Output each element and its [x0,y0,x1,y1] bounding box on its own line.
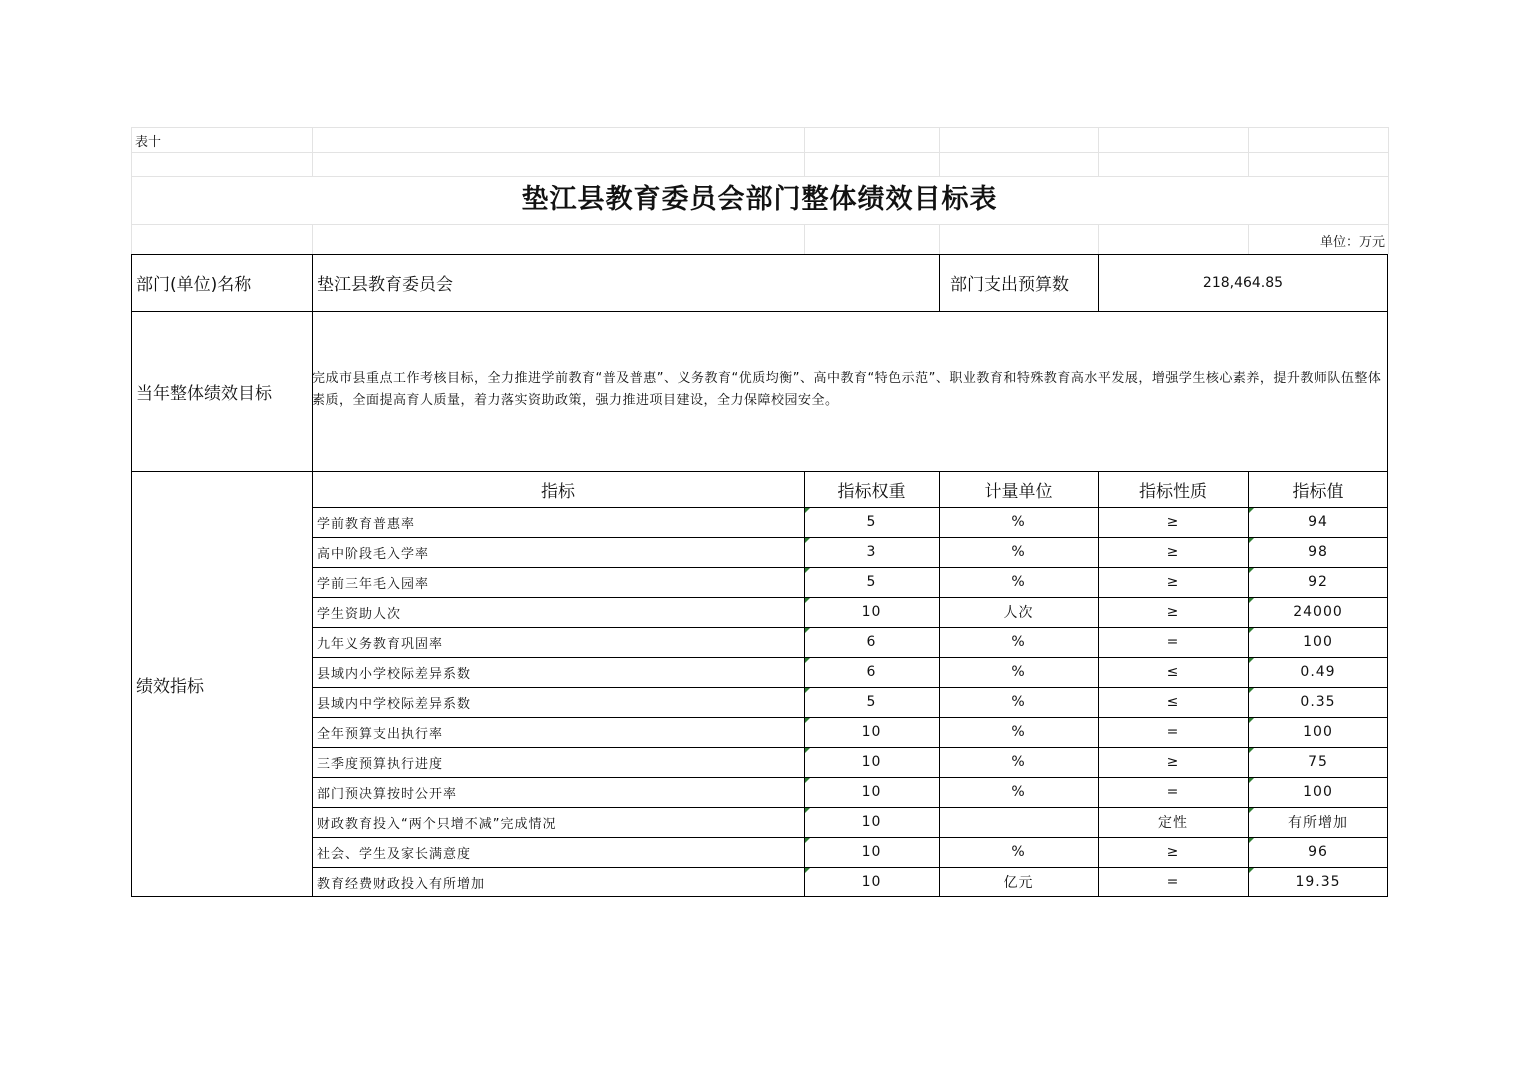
indicator-value: 24000 [1293,604,1343,620]
indicator-name: 九年义务教育巩固率 [317,636,444,652]
indicator-value: 96 [1308,844,1328,860]
header-indicator: 指标 [541,481,575,502]
cell-marker-icon [805,658,810,663]
indicator-unit: 亿元 [1003,875,1034,891]
cell-marker-icon [805,508,810,513]
gridline [131,224,1388,225]
indicator-value: 19.35 [1295,874,1341,890]
cell-marker-icon [1249,568,1254,573]
indicator-weight: 10 [861,604,882,620]
indicator-nature: ≥ [1166,844,1180,860]
header-value: 指标值 [1292,481,1344,502]
indicator-weight: 5 [866,694,877,710]
cell-marker-icon [1249,508,1254,513]
indicator-nature: ≤ [1166,694,1180,710]
indicator-nature: ≥ [1166,544,1180,560]
indicator-weight: 10 [861,754,882,770]
gridline [939,224,940,254]
table-number-label: 表十 [135,135,162,150]
indicator-weight: 10 [861,814,882,830]
indicator-value: 100 [1303,724,1333,740]
department-name-label: 部门(单位)名称 [136,275,252,295]
unit-label: 单位：万元 [1319,235,1385,250]
table-border [312,254,313,897]
indicators-section-label: 绩效指标 [136,676,204,697]
gridline [131,152,1388,153]
indicator-name: 县域内中学校际差异系数 [317,696,472,712]
cell-marker-icon [1249,718,1254,723]
indicator-value: 有所增加 [1288,815,1348,831]
cell-marker-icon [1249,868,1254,873]
gridline [804,127,805,176]
indicator-value: 100 [1303,634,1333,650]
cell-marker-icon [805,538,810,543]
indicator-name: 高中阶段毛入学率 [317,546,430,562]
indicator-name: 财政教育投入“两个只增不减”完成情况 [317,816,557,832]
cell-marker-icon [805,688,810,693]
cell-marker-icon [805,628,810,633]
indicator-nature: ≥ [1166,574,1180,590]
gridline [131,127,1388,128]
indicator-weight: 6 [866,664,877,680]
indicator-nature: = [1166,874,1180,890]
indicator-nature: 定性 [1158,815,1188,831]
cell-marker-icon [1249,688,1254,693]
cell-marker-icon [1249,538,1254,543]
cell-marker-icon [805,778,810,783]
indicator-nature: ≥ [1166,514,1180,530]
cell-marker-icon [1249,778,1254,783]
gridline [1248,224,1249,254]
indicator-weight: 5 [866,514,877,530]
cell-marker-icon [805,808,810,813]
gridline [1098,127,1099,176]
indicator-value: 98 [1308,544,1328,560]
indicator-value: 0.49 [1300,664,1336,680]
indicator-unit: % [1011,514,1026,530]
indicator-unit: % [1011,844,1026,860]
indicator-weight: 10 [861,724,882,740]
indicator-nature: = [1166,784,1180,800]
indicator-unit: % [1011,574,1026,590]
indicator-name: 部门预决算按时公开率 [317,786,458,802]
indicator-weight: 10 [861,874,882,890]
indicator-unit: % [1011,754,1026,770]
indicator-name: 全年预算支出执行率 [317,726,444,742]
gridline [939,127,940,176]
budget-value: 218,464.85 [1202,274,1284,291]
indicator-value: 100 [1303,784,1333,800]
indicator-unit: % [1011,694,1026,710]
gridline [804,224,805,254]
cell-marker-icon [1249,838,1254,843]
indicator-nature: ≥ [1166,604,1180,620]
header-weight: 指标权重 [837,481,906,502]
cell-marker-icon [805,868,810,873]
gridline [312,224,313,254]
indicator-name: 学前三年毛入园率 [317,576,430,592]
cell-marker-icon [805,718,810,723]
gridline [1098,224,1099,254]
indicator-nature: ≤ [1166,664,1180,680]
indicator-name: 社会、学生及家长满意度 [317,846,472,862]
indicator-unit: % [1011,784,1026,800]
cell-marker-icon [805,568,810,573]
indicator-value: 75 [1308,754,1328,770]
indicator-name: 学生资助人次 [317,606,402,622]
indicator-unit [939,807,1098,837]
indicator-unit: 人次 [1003,605,1034,621]
header-unit: 计量单位 [984,481,1053,502]
indicator-weight: 3 [866,544,877,560]
indicator-name: 教育经费财政投入有所增加 [317,876,486,892]
indicator-weight: 10 [861,844,882,860]
indicator-value: 92 [1308,574,1328,590]
gridline [1388,127,1389,254]
budget-label: 部门支出预算数 [950,275,1069,295]
indicator-value: 0.35 [1300,694,1336,710]
indicator-name: 县域内小学校际差异系数 [317,666,472,682]
annual-goal-label: 当年整体绩效目标 [136,383,272,404]
indicator-nature: = [1166,634,1180,650]
table-border [939,254,940,311]
indicator-unit: % [1011,634,1026,650]
cell-marker-icon [1249,598,1254,603]
indicator-unit: % [1011,724,1026,740]
indicator-value: 94 [1308,514,1328,530]
indicator-name: 三季度预算执行进度 [317,756,444,772]
table-border [131,311,1388,312]
cell-marker-icon [805,598,810,603]
indicator-nature: = [1166,724,1180,740]
indicator-unit: % [1011,664,1026,680]
cell-marker-icon [1249,628,1254,633]
department-name-value: 垫江县教育委员会 [317,275,453,295]
cell-marker-icon [1249,748,1254,753]
cell-marker-icon [805,838,810,843]
gridline [312,127,313,176]
gridline [1248,127,1249,176]
page-title: 垫江县教育委员会部门整体绩效目标表 [521,184,998,215]
header-nature: 指标性质 [1139,481,1207,502]
cell-marker-icon [1249,658,1254,663]
cell-marker-icon [805,748,810,753]
cell-marker-icon [1249,808,1254,813]
indicator-unit: % [1011,544,1026,560]
indicator-weight: 10 [861,784,882,800]
indicator-weight: 5 [866,574,877,590]
indicator-weight: 6 [866,634,877,650]
annual-goal-text: 完成市县重点工作考核目标，全力推进学前教育“普及普惠”、义务教育“优质均衡”、高中教育“特色示范”、职业教育和特殊教育高水平发展，增强学生核心素养，提升教师队伍整体素质，全面提高育人质量，着力落实资助政策，强力推进项目建设，全力保障校园安全。 [312,371,1382,408]
indicator-nature: ≥ [1166,754,1180,770]
indicator-name: 学前教育普惠率 [317,516,416,532]
